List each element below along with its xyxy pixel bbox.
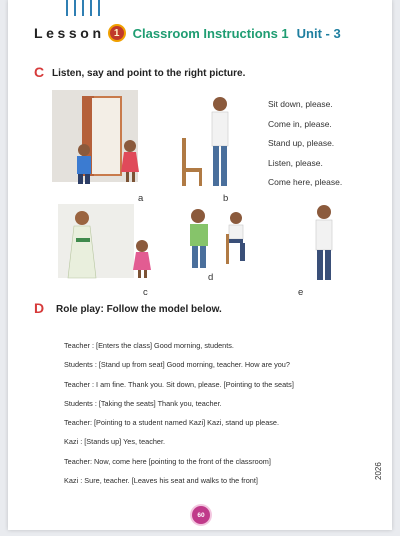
dialogue-line: Students : [Stand up from seat] Good morning, teacher. How are you?: [64, 360, 290, 370]
choice-item: Sit down, please.: [268, 99, 333, 109]
unit-label: Unit - 3: [296, 25, 341, 41]
choice-item: Listen, please.: [268, 157, 323, 168]
textbook-page: [8, 0, 392, 530]
section-c-title: Listen, say and point to the right picture.: [52, 68, 246, 79]
section-d-title: Role play: Follow the model below.: [56, 304, 222, 315]
picture-e-extra-figures: [266, 200, 356, 290]
edition-year: 2026: [374, 462, 383, 480]
figure-label-c: c: [143, 287, 148, 298]
dialogue-line: Kazi : [Stands up] Yes, teacher.: [64, 437, 166, 447]
section-d-letter: D: [34, 300, 45, 316]
instruction-choices: [268, 95, 388, 193]
figure-label-d: d: [208, 272, 214, 283]
dialogue-line: Teacher : I am fine. Thank you. Sit down, please. [Pointing to the seats]: [64, 379, 294, 389]
picture-e-two-boys: [226, 212, 245, 264]
dialogue-line: Teacher : [Enters the class] Good morning, students.: [64, 341, 234, 350]
dialogue-line: Kazi : Sure, teacher. [Leaves his seat and walks to the front]: [64, 476, 258, 486]
picture-c-teacher-girl: [58, 204, 151, 278]
figure-label-b: b: [223, 193, 229, 204]
picture-a-door-scene: [52, 90, 139, 184]
lesson-title: Classroom Instructions 1: [132, 25, 289, 41]
lesson-number-badge: 1: [108, 24, 126, 42]
dialogue-line: Teacher: Now, come here [pointing to the front of the classroom]: [64, 456, 271, 466]
picture-d-listening-boy: [190, 209, 208, 268]
figure-label-a: a: [138, 193, 144, 204]
role-play-dialogue: [64, 336, 384, 490]
choice-item: Come in, please.: [268, 118, 332, 129]
dialogue-line: Students : [Taking the seats] Thank you, teacher.: [64, 398, 222, 408]
lesson-header: [34, 22, 341, 44]
lesson-word: Lesson: [34, 25, 105, 41]
choice-item: Stand up, please.: [268, 138, 335, 148]
dialogue-line: Teacher: [Pointing to a student named Kazi] Kazi, stand up please.: [64, 418, 279, 428]
figure-label-e: e: [298, 287, 304, 298]
picture-b-standing-boy: [182, 97, 228, 186]
page-number-badge: 60: [192, 506, 210, 524]
margin-tick-marks: [66, 0, 100, 16]
section-c-letter: C: [34, 64, 45, 80]
choice-item: Come here, please.: [268, 177, 343, 187]
